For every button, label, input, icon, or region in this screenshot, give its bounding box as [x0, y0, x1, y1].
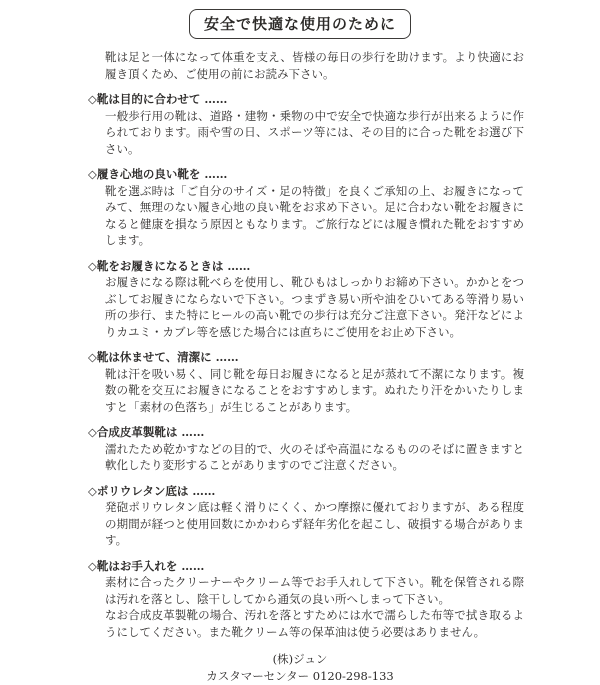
section-heading: ◇靴は休ませて、清潔に …… — [88, 350, 239, 364]
section-paragraph: 靴は汗を吸い易く、同じ靴を毎日お履きになると足が蒸れて不潔になります。複数の靴を交互にお履きになることをおすすめします。ぬれたり汗をかいたりしますと「素材の色落ち」が生じることがあります。 — [105, 366, 524, 414]
intro-paragraph: 靴は足と一体になって体重を支え、皆様の毎日の歩行を助けます。より快適にお履き頂くため、ご使用の前にお読み下さい。 — [105, 50, 524, 81]
section-paragraph: 素材に合ったクリーナーやクリーム等でお手入れして下さい。靴を保管される際は汚れを落とし、陰干ししてから通気の良い所へしまって下さい。 — [105, 575, 524, 606]
section-paragraph: 一般歩行用の靴は、道路・建物・乗物の中で安全で快適な歩行が出来るように作られております。雨や雪の日、スポーツ等には、その目的に合った靴をお選び下さい。 — [105, 108, 524, 156]
section-paragraph: 発砲ポリウレタン底は軽く滑りにくく、かつ摩擦に優れておりますが、ある程度の期間が経つと使用回数にかかわらず経年劣化を起こし、破損する場合があります。 — [105, 500, 524, 547]
instructions-content — [88, 49, 524, 640]
section-heading: ◇履き心地の良い靴を …… — [88, 167, 228, 181]
section-paragraph: 靴を選ぶ時は「ご自分のサイズ・足の特徴」を良くご承知の上、お履きになってみて、無理のない履き心地の良い靴をお求め下さい。足に合わない靴をお履きになると健康を損なう原因ともなります。ご旅行などには履き慣れた靴をおすすめします。 — [105, 183, 524, 247]
company-name: (株)ジュン — [272, 652, 328, 666]
section-paragraph: お履きになる際は靴べらを使用し、靴ひもはしっかりお締め下さい。かかとをつぶしてお履きにならないで下さい。つまずき易い所や油をひいてある等滑り易い所の歩行、また特にヒールの高い靴での歩行は充分ご注意下さい。発汗などによりカユミ・カブレ等を感じた場合には直ちにご使用をお止め下さい。 — [105, 275, 524, 339]
section-shoe-care — [88, 558, 524, 641]
section-paragraph: なお合成皮革製靴の場合、汚れを落とすためには水で濡らした布等で拭き取るようにしてください。また靴クリーム等の保革油は使う必要はありません。 — [105, 608, 524, 639]
section-heading: ◇靴をお履きになるときは …… — [88, 258, 251, 273]
footer — [0, 651, 600, 685]
section-heading: ◇ポリウレタン底は …… — [88, 483, 216, 498]
section-rest-and-clean — [88, 349, 524, 415]
section-paragraph: 濡れたため乾かすなどの目的で、火のそばや高温になるもののそばに置きますと軟化したり変形することがありますのでご注意ください。 — [105, 441, 524, 472]
title-area — [0, 0, 600, 39]
section-polyurethane-sole — [88, 483, 524, 549]
section-synthetic-leather — [88, 424, 524, 474]
page-title: 安全で快適な使用のために — [189, 9, 411, 39]
section-when-wearing — [88, 258, 524, 341]
section-heading: ◇靴は目的に合わせて …… — [88, 92, 228, 106]
section-shoe-purpose — [88, 91, 524, 157]
section-heading: ◇靴はお手入れを …… — [88, 558, 205, 573]
customer-center-phone: カスタマーセンター 0120-298-133 — [206, 669, 394, 683]
section-comfortable-fit — [88, 166, 524, 249]
section-heading: ◇合成皮革製靴は …… — [88, 425, 205, 439]
